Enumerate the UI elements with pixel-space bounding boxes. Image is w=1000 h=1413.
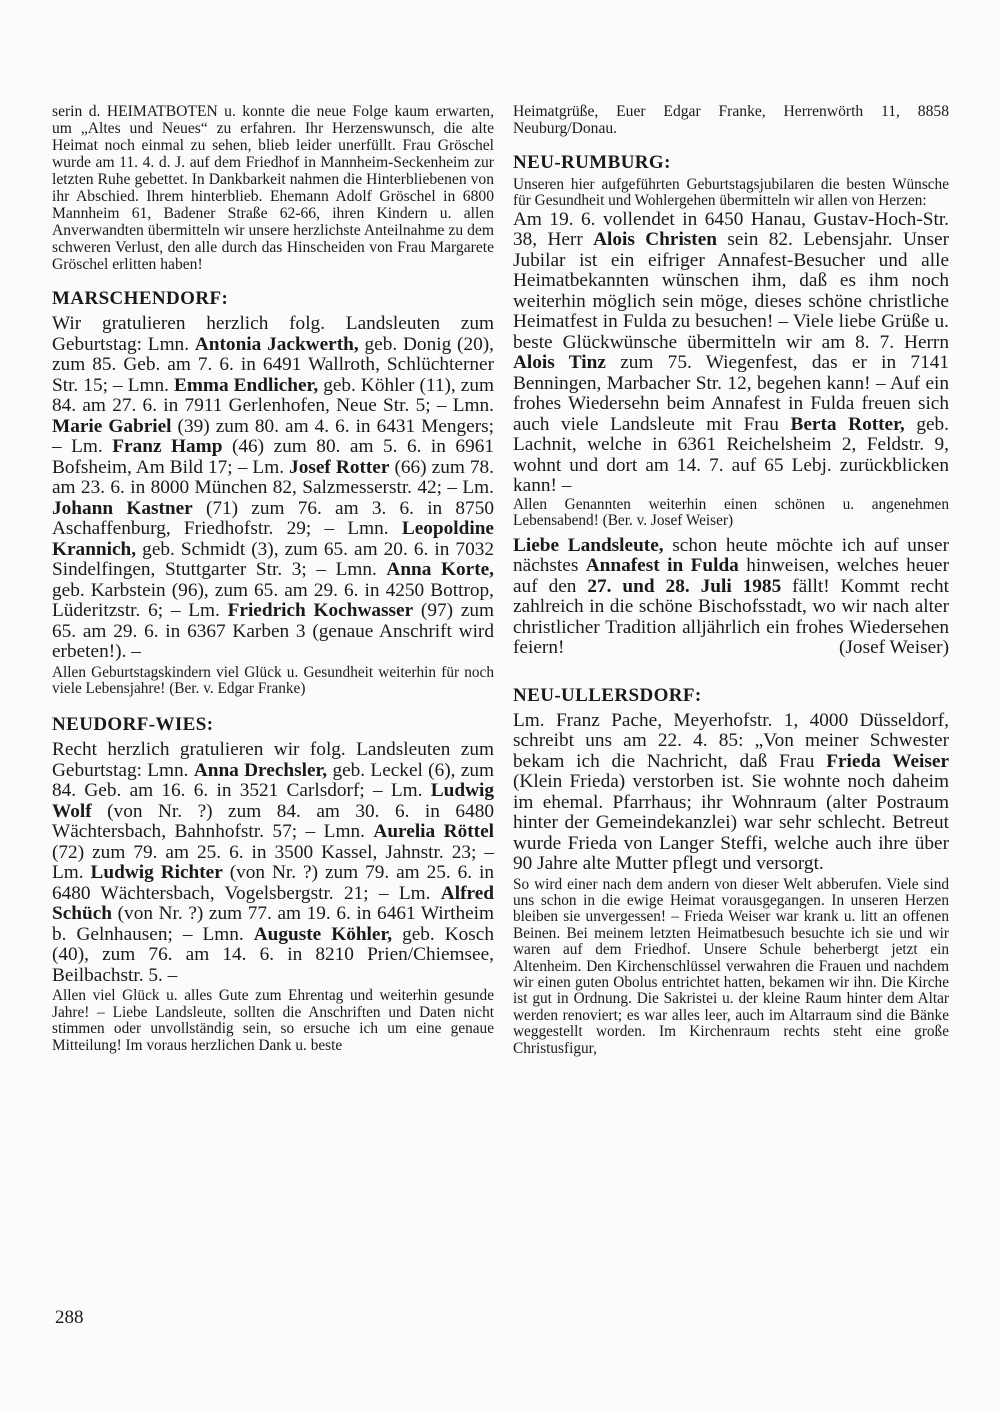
greeting-signature: Heimatgrüße, Euer Edgar Franke, Herrenwörth 11, 8858 Neuburg/Donau. [513,103,949,137]
person-name: Alois Christen [593,229,718,251]
person-name: Ludwig Wolf [52,780,494,822]
signature: (Josef Weiser) [839,637,949,659]
person-name: Friedrich Kochwasser [227,600,414,621]
person-name: Berta Rotter, [790,413,905,435]
person-name: Ludwig Richter [90,862,223,884]
left-column [52,103,494,1054]
neu-rumburg-paragraph: Am 19. 6. vollendet in 6450 Hanau, Gustav-Hoch-Str. 38, Herr Alois Christen sein 82. Lebensjahr. Unser Jubilar ist ein eifriger Annafest-Besucher und alle Heimatbekannten wünschen ihm, daß es ihm noch weiterhin möglich sein möge, dieses schöne christliche Heimatfest in Fulda zu besuchen! – Viele liebe Grüße u. beste Glückwünsche übermitteln wir am 8. 7. Herrn Alois Tinz zum 75. Wiegenfest, das er in 7141 Benningen, Marbacher Str. 12, begehen kann! – Auf ein frohes Wiedersehn beim Annafest in Fulda freuen sich auch viele Landsleute mit Frau Berta Rotter, geb. Lachnit, welche in 6361 Reichelsheim 2, Feldstr. 9, wohnt und dort am 14. 7. auf 65 Lebj. zurückblicken kann! – [513,208,949,497]
right-column [513,103,949,1057]
person-name: Marie Gabriel [52,415,172,437]
annafest-announcement: Liebe Landsleute, schon heute möchte ich auf unser nächstes Annafest in Fulda hinweisen, welches heuer auf den 27. und 28. Juli 1985 fällt! Kommt recht zahlreich in die schöne Bischofsstadt, wo wir nach alter christlicher Tradition alljährlich ein frohes Wiedersehen feiern! (Josef Weiser) [513,534,950,659]
person-name: Auguste Köhler, [253,923,393,945]
neudorf-closing: Allen viel Glück u. alles Gute zum Ehrentag und weiterhin gesunde Jahre! – Liebe Landsleute, sollten die Anschriften und Daten nicht stimmen oder unvollständig sein, so ersuche ich um eine genaue Mitteilung! Im voraus herzlichen Dank u. beste [52,987,494,1054]
person-name: Johann Kastner [52,497,193,519]
person-name: Anna Korte, [386,559,494,580]
section-heading-neu-rumburg: NEU-RUMBURG: [513,152,671,173]
person-name: Leopoldine Krannich, [52,518,494,560]
neu-rumburg-closing: Allen Genannten weiterhin einen schönen u. angenehmen Lebensabend! (Ber. v. Josef Weiser) [513,495,949,530]
marschendorf-paragraph: Wir gratulieren herzlich folg. Landsleuten zum Geburtstag: Lmn. Antonia Jackwerth, geb. Donig (20), zum 85. Geb. am 7. 6. in 6491 Wallroth, Schlüchterner Str. 15; – Lmn. Emma Endlicher, geb. Köhler (11), zum 84. am 27. 6. in 7911 Gerlenhofen, Neue Str. 5; – Lmn. Marie Gabriel (39) zum 80. am 4. 6. in 6431 Mengers; – Lm. Franz Hamp (46) zum 80. am 5. 6. in 6961 Bofsheim, Am Bild 17; – Lm. Josef Rotter (66) zum 78. am 23. 6. in 8000 München 82, Salzmesserstr. 42; – Lm. Johann Kastner (71) zum 76. am 3. 6. in 8750 Aschaffenburg, Friedhofstr. 29; – Lmn. Leopoldine Krannich, geb. Schmidt (3), zum 65. am 20. 6. in 7032 Sindelfingen, Stuttgarter Str. 3; – Lmn. Anna Korte, geb. Karbstein (96), zum 65. am 29. 6. in 4250 Bottrop, Lüderitzstr. 6; – Lm. Friedrich Kochwasser (97) zum 65. am 29. 6. in 6367 Karben 3 (genaue Anschrift wird erbeten!). – [52,313,495,662]
person-name: Alois Tinz [513,352,606,374]
neudorf-paragraph: Recht herzlich gratulieren wir folg. Landsleuten zum Geburtstag: Lmn. Anna Drechsler, geb. Leckel (6), zum 84. Geb. am 16. 6. in 3521 Carlsdorf; – Lm. Ludwig Wolf (von Nr. ?) zum 84. am 30. 6. in 6480 Wächtersbach, Bahnhofstr. 57; – Lmn. Aurelia Röttel (72) zum 79. am 25. 6. in 3500 Kassel, Jahnstr. 23; – Lm. Ludwig Richter (von Nr. ?) zum 79. am 25. 6. in 6480 Wächtersbach, Vogelsbergstr. 21; – Lm. Alfred Schüch (von Nr. ?) zum 77. am 19. 6. in 6461 Wirtheim b. Gelnhausen; – Lmn. Auguste Köhler, geb. Kosch (40), zum 76. am 14. 6. in 8210 Prien/Chiemsee, Beilbachstr. 5. – [52,739,494,986]
person-name: Emma Endlicher, [174,374,319,396]
person-name: Anna Drechsler, [193,759,328,781]
section-heading-neudorf-wies: NEUDORF-WIES: [52,714,214,736]
marschendorf-closing: Allen Geburtstagskindern viel Glück u. Gesundheit weiterhin für noch viele Lebensjahre! (Ber. v. Edgar Franke) [52,663,494,697]
person-name: Josef Rotter [289,456,390,478]
person-name: Franz Hamp [112,436,223,457]
section-heading-marschendorf: MARSCHENDORF: [52,288,229,309]
page-number: 288 [55,1307,84,1328]
person-name: Frieda Weiser [826,750,949,772]
neu-rumburg-intro: Unseren hier aufgeführten Geburtstagsjubilaren die besten Wünsche für Gesundheit und Wohlergehen übermitteln wir allen von Herzen: [513,176,949,210]
neu-ullersdorf-paragraph: Lm. Franz Pache, Meyerhofstr. 1, 4000 Düsseldorf, schreibt uns am 22. 4. 85: „Von meiner Schwester bekam ich die Nachricht, daß Frau Frieda Weiser (Klein Frieda) verstorben ist. Sie wohnte noch daheim im ehemal. Pfarrhaus; ihr Wohnraum (alter Postraum hinter der Gemeindekanzlei) war sehr schlecht. Betreut wurde Frieda von Langer Steffi, welche auch ihre über 90 Jahre alte Mutter pflegt und versorgt. [513,709,949,875]
person-name: Alfred Schüch [52,882,494,925]
neu-ullersdorf-small-text: So wird einer nach dem andern von dieser Welt abberufen. Viele sind uns schon in die ewige Heimat vorausgegangen. In unseren Herzen bleiben sie unvergessen! – Frieda Weiser war krank u. litt an offenen Beinen. Bei meinem letzten Heimatbesuch besuchte ich sie und wir waren auf dem Friedhof. Unsere Schule beherbergt jetzt ein Altenheim. Den Kirchenschlüssel verwahren die Frauen und nachdem wir einen guten Obolus entrichtet hatten, bekamen wir ihn. Die Kirche ist gut in Ordnung. Die Sakristei u. der kleine Raum hinter dem Altar werden renoviert; es war alles leer, auch im Altarraum sind die Bänke weggestellt worden. Im Kirchenraum rechts steht eine große Christusfigur, [513,875,949,1057]
person-name: Antonia Jackwerth, [194,333,359,355]
intro-paragraph: serin d. HEIMATBOTEN u. konnte die neue Folge kaum erwarten, um „Altes und Neues“ zu erfahren. Ihr Herzenswunsch, die alte Heimat noch einmal zu sehen, blieb leider unerfüllt. Frau Gröschel wurde am 11. 4. d. J. auf dem Friedhof in Mannheim-Seckenheim zur letzten Ruhe gebettet. In Dankbarkeit nahmen die Hinterbliebenen von ihr Abschied. Ihrem hinterblieb. Ehemann Adolf Gröschel in 6800 Mannheim 61, Badener Straße 62-66, ihren Kindern u. allen Anverwandten übermitteln wir unsere herzlichste Anteilnahme zu dem schweren Verlust, den alle durch das Hinscheiden von Frau Margarete Gröschel erlitten haben! [52,103,494,273]
person-name: Aurelia Röttel [373,821,494,843]
section-heading-neu-ullersdorf: NEU-ULLERSDORF: [513,684,702,706]
